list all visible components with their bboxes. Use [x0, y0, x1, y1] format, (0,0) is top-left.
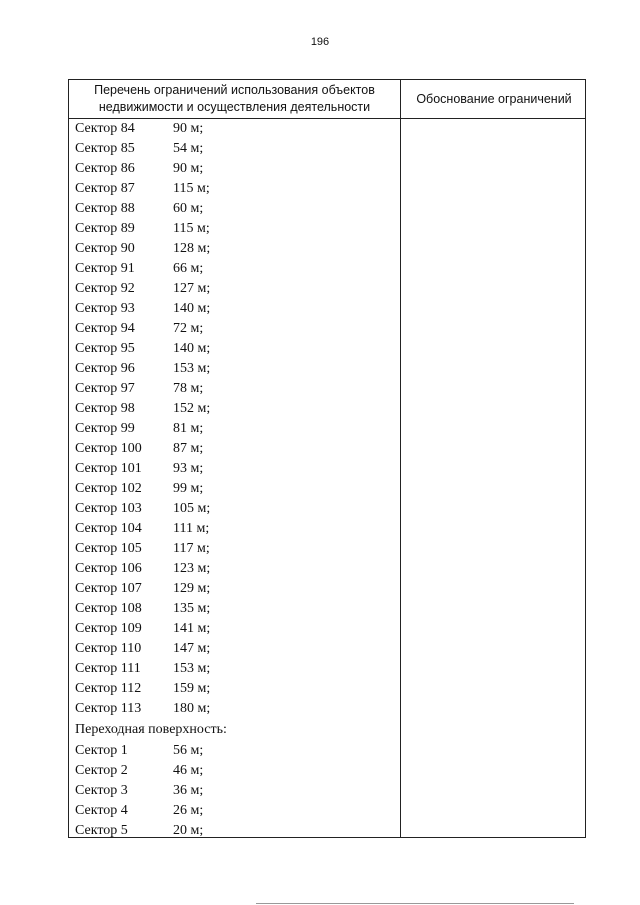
- table-row: [69, 539, 400, 559]
- table-row: [69, 499, 400, 519]
- sector-label: Сектор 104: [75, 521, 142, 536]
- sector-value: 105 м;: [173, 501, 211, 516]
- page-number: 196: [310, 36, 330, 48]
- sector-label: Сектор 97: [75, 381, 135, 396]
- sector-label: Сектор 94: [75, 321, 135, 336]
- sector-value: 81 м;: [173, 421, 204, 436]
- sector-value: 117 м;: [173, 541, 210, 556]
- table-row: [69, 639, 400, 659]
- table-row: [69, 359, 400, 379]
- sector-value: 90 м;: [173, 121, 204, 136]
- sector-label: Сектор 89: [75, 221, 135, 236]
- table-row: [69, 119, 400, 139]
- table-row: [69, 699, 400, 719]
- sector-value: 72 м;: [173, 321, 204, 336]
- sector-value: 140 м;: [173, 301, 211, 316]
- sector-label: Сектор 99: [75, 421, 135, 436]
- sector-label: Сектор 96: [75, 361, 135, 376]
- sector-label: Сектор 90: [75, 241, 135, 256]
- sector-value: 54 м;: [173, 141, 204, 156]
- sector-value: 147 м;: [173, 641, 211, 656]
- table-row: [69, 599, 400, 619]
- sector-value: 128 м;: [173, 241, 211, 256]
- sector-value: 180 м;: [173, 701, 211, 716]
- table-row: [69, 579, 400, 599]
- section-heading-row: [69, 719, 400, 741]
- sector-value: 123 м;: [173, 561, 211, 576]
- sector-value: 20 м;: [173, 823, 204, 838]
- sector-value: 115 м;: [173, 221, 210, 236]
- sector-label: Сектор 111: [75, 661, 141, 676]
- sector-label: Сектор 2: [75, 763, 128, 778]
- table-row: [69, 379, 400, 399]
- table-row: [69, 319, 400, 339]
- sector-label: Сектор 87: [75, 181, 135, 196]
- table-row: [69, 801, 400, 821]
- sector-label: Сектор 93: [75, 301, 135, 316]
- sector-label: Сектор 102: [75, 481, 142, 496]
- sector-label: Сектор 105: [75, 541, 142, 556]
- sector-label: Сектор 103: [75, 501, 142, 516]
- sector-value: 46 м;: [173, 763, 204, 778]
- table-row: [69, 519, 400, 539]
- table-row: [69, 619, 400, 639]
- header-restrictions-list: [69, 80, 400, 118]
- sector-value: 153 м;: [173, 361, 211, 376]
- table-row: [69, 659, 400, 679]
- table-row: [69, 419, 400, 439]
- sector-value: 99 м;: [173, 481, 204, 496]
- sector-value: 127 м;: [173, 281, 211, 296]
- table-rows: [69, 119, 400, 841]
- header-left-line2: недвижимости и осуществления деятельности: [98, 100, 371, 114]
- section-heading: Переходная поверхность:: [75, 722, 227, 737]
- sector-value: 111 м;: [173, 521, 210, 536]
- table-row: [69, 559, 400, 579]
- sector-value: 26 м;: [173, 803, 204, 818]
- header-justification: Обоснование ограничений: [416, 92, 572, 106]
- sector-label: Сектор 98: [75, 401, 135, 416]
- scan-edge-line: [256, 903, 574, 904]
- sector-label: Сектор 95: [75, 341, 135, 356]
- sector-value: 135 м;: [173, 601, 211, 616]
- table-row: [69, 459, 400, 479]
- sector-label: Сектор 91: [75, 261, 135, 276]
- table-row: [69, 159, 400, 179]
- sector-label: Сектор 100: [75, 441, 142, 456]
- sector-value: 87 м;: [173, 441, 204, 456]
- sector-label: Сектор 92: [75, 281, 135, 296]
- sector-label: Сектор 113: [75, 701, 142, 716]
- sector-value: 152 м;: [173, 401, 211, 416]
- table-row: [69, 299, 400, 319]
- sector-label: Сектор 108: [75, 601, 142, 616]
- table-row: [69, 219, 400, 239]
- sector-label: Сектор 1: [75, 743, 128, 758]
- sector-label: Сектор 106: [75, 561, 142, 576]
- table-row: [69, 139, 400, 159]
- restrictions-table: [68, 79, 586, 838]
- sector-value: 66 м;: [173, 261, 204, 276]
- sector-label: Сектор 3: [75, 783, 128, 798]
- sector-value: 60 м;: [173, 201, 204, 216]
- sector-value: 115 м;: [173, 181, 210, 196]
- table-row: [69, 259, 400, 279]
- table-row: [69, 339, 400, 359]
- table-row: [69, 781, 400, 801]
- table-row: [69, 741, 400, 761]
- sector-label: Сектор 101: [75, 461, 142, 476]
- sector-label: Сектор 5: [75, 823, 128, 838]
- sector-label: Сектор 85: [75, 141, 135, 156]
- table-row: [69, 439, 400, 459]
- table-row: [69, 479, 400, 499]
- sector-value: 93 м;: [173, 461, 204, 476]
- sector-label: Сектор 4: [75, 803, 128, 818]
- sector-value: 56 м;: [173, 743, 204, 758]
- sector-value: 36 м;: [173, 783, 204, 798]
- header-left-line1: Перечень ограничений использования объектов: [94, 83, 375, 97]
- sector-label: Сектор 110: [75, 641, 142, 656]
- sector-value: 78 м;: [173, 381, 204, 396]
- table-row: [69, 399, 400, 419]
- sector-label: Сектор 84: [75, 121, 135, 136]
- column-divider: [400, 80, 401, 837]
- sector-value: 141 м;: [173, 621, 211, 636]
- sector-value: 90 м;: [173, 161, 204, 176]
- sector-label: Сектор 86: [75, 161, 135, 176]
- table-row: [69, 679, 400, 699]
- sector-value: 153 м;: [173, 661, 211, 676]
- table-row: [69, 199, 400, 219]
- table-row: [69, 179, 400, 199]
- sector-value: 140 м;: [173, 341, 211, 356]
- sector-value: 159 м;: [173, 681, 211, 696]
- table-row: [69, 821, 400, 841]
- table-row: [69, 761, 400, 781]
- sector-value: 129 м;: [173, 581, 211, 596]
- sector-label: Сектор 109: [75, 621, 142, 636]
- sector-label: Сектор 112: [75, 681, 142, 696]
- sector-label: Сектор 88: [75, 201, 135, 216]
- table-row: [69, 239, 400, 259]
- sector-label: Сектор 107: [75, 581, 142, 596]
- table-row: [69, 279, 400, 299]
